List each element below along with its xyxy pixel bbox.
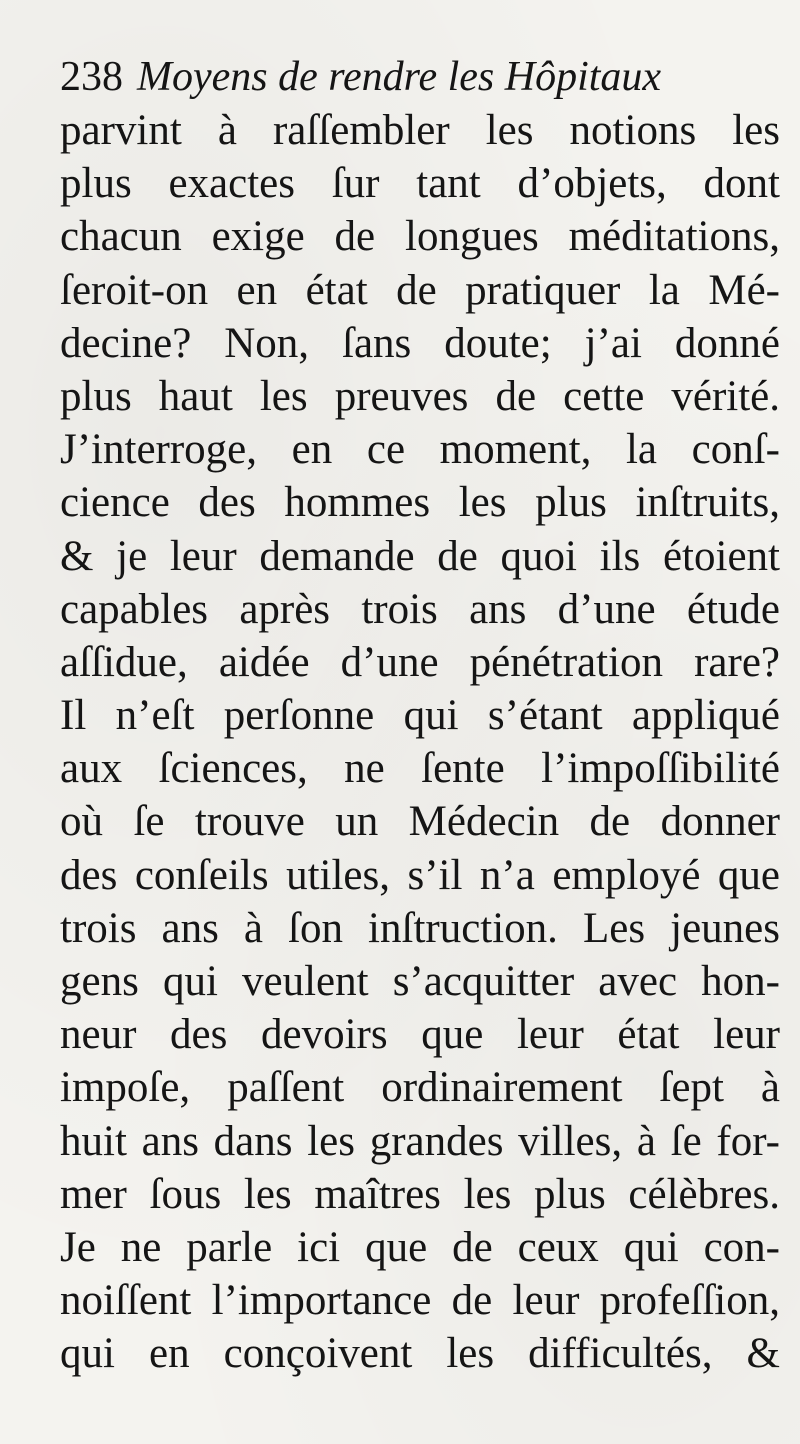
text-line: chacun exige de longues méditations, <box>60 213 780 261</box>
text-line: ſeroit-on en état de pratiquer la Mé- <box>60 266 780 314</box>
text-line: decine? Non, ſans doute; j’ai donné <box>60 319 780 367</box>
text-line: Je ne parle ici que de ceux qui con- <box>60 1223 780 1271</box>
text-line: capables après trois ans d’une étude <box>60 585 780 633</box>
text-line: gens qui veulent s’acquitter avec hon- <box>60 958 780 1005</box>
text-line: mer ſous les maîtres les plus célèbres. <box>60 1170 780 1218</box>
text-line: aux ſciences, ne ſente l’impoſſibilité <box>60 745 780 793</box>
text-line: cience des hommes les plus inſtruits, <box>60 479 780 527</box>
text-line: des conſeils utiles, s’il n’a employé que <box>60 851 780 899</box>
text-line: huit ans dans les grandes villes, à ſe for- <box>60 1117 780 1165</box>
text-line: & je leur demande de quoi ils étoient <box>60 532 780 580</box>
text-line: noiſſent l’importance de leur profeſſion, <box>60 1277 780 1325</box>
text-line: impoſe, paſſent ordinairement ſept à <box>60 1064 780 1112</box>
text-line: Il n’eſt perſonne qui s’étant appliqué <box>60 692 780 740</box>
text-line: plus exactes ſur tant d’objets, dont <box>60 160 780 208</box>
page-number: 238 <box>60 54 123 100</box>
text-line: aſſidue, aidée d’une pénétration rare? <box>60 638 780 686</box>
text-line: qui en conçoivent les difficultés, & <box>60 1330 780 1378</box>
body-text <box>60 104 780 1381</box>
text-line: trois ans à ſon inſtruction. Les jeunes <box>60 904 780 952</box>
text-line: où ſe trouve un Médecin de donner <box>60 798 780 846</box>
text-line: J’interroge, en ce moment, la conſ- <box>60 426 780 474</box>
text-line: neur des devoirs que leur état leur <box>60 1011 780 1059</box>
running-head <box>60 42 780 112</box>
running-title: Moyens de rendre les Hôpitaux <box>137 54 662 100</box>
text-line: plus haut les preuves de cette vérité. <box>60 372 780 420</box>
text-line: parvint à raſſembler les notions les <box>60 107 780 154</box>
